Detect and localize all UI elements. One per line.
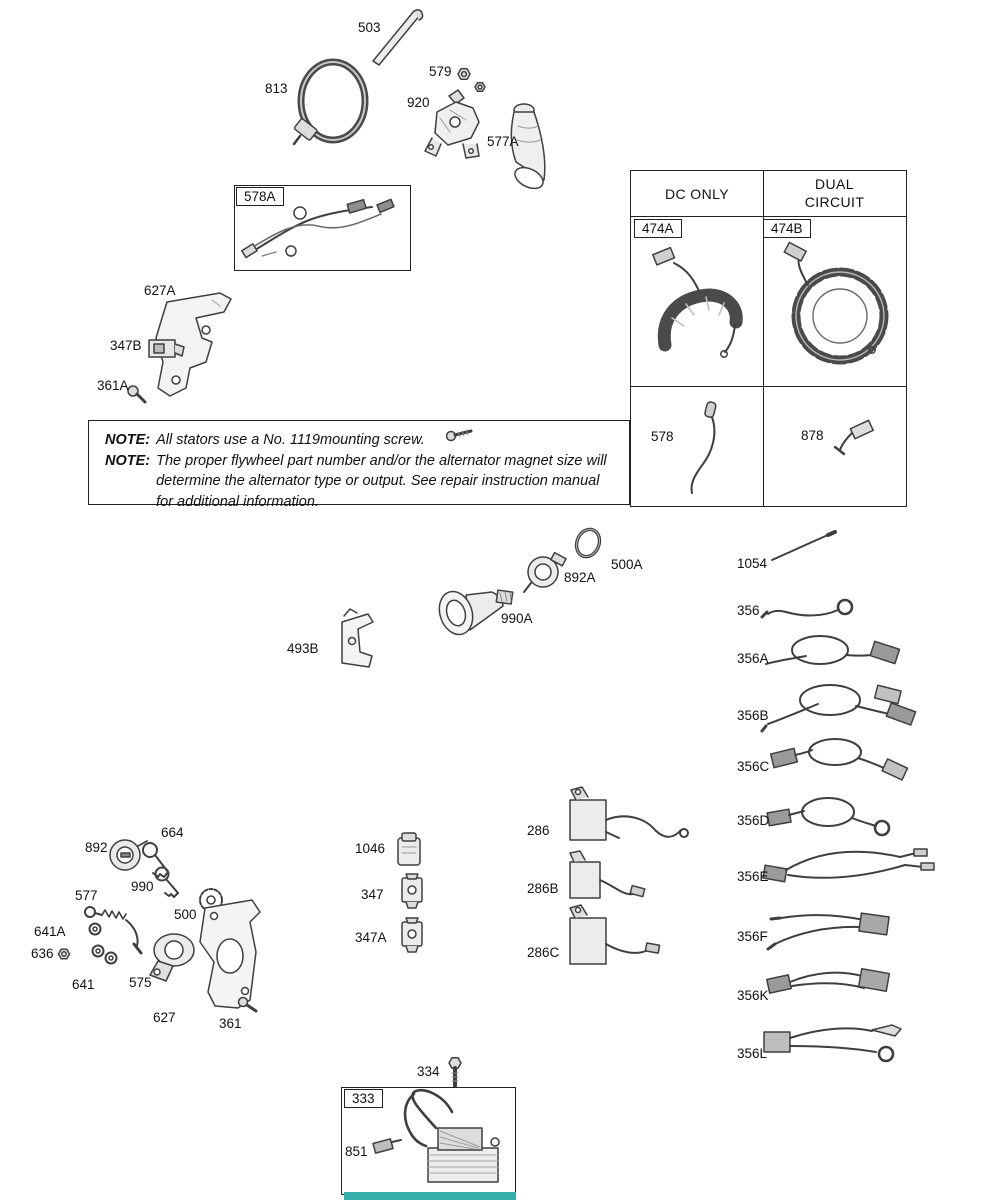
part-label-500A: 500A xyxy=(611,557,643,572)
part-drawing-1054 xyxy=(772,532,835,560)
part-label-577A: 577A xyxy=(487,134,519,149)
part-drawing-920 xyxy=(425,90,479,158)
part-label-577: 577 xyxy=(75,888,98,903)
part-label-286: 286 xyxy=(527,823,550,838)
part-drawing-503 xyxy=(373,10,423,65)
part-drawing-493B xyxy=(342,609,373,667)
part-label-334: 334 xyxy=(417,1064,440,1079)
part-label-500: 500 xyxy=(174,907,197,922)
part-label-920: 920 xyxy=(407,95,430,110)
part-drawing-575 xyxy=(150,934,194,981)
part-label-347: 347 xyxy=(361,887,384,902)
part-label-878: 878 xyxy=(801,428,824,443)
part-drawing-334 xyxy=(449,1058,461,1086)
part-drawing-356D xyxy=(767,798,889,835)
part-label-361: 361 xyxy=(219,1016,242,1031)
part-label-1046: 1046 xyxy=(355,841,386,856)
part-label-990A: 990A xyxy=(501,611,533,626)
note-line-1 xyxy=(105,430,617,451)
part-label-356F: 356F xyxy=(737,929,768,944)
part-drawing-641A xyxy=(90,924,101,935)
part-label-333: 333 xyxy=(344,1089,383,1108)
part-drawing-356B xyxy=(762,685,916,731)
part-label-892: 892 xyxy=(85,840,108,855)
part-drawing-500A xyxy=(573,526,604,560)
part-label-356K: 356K xyxy=(737,988,769,1003)
part-label-664: 664 xyxy=(161,825,184,840)
bottom-accent-strip xyxy=(344,1192,516,1200)
part-drawing-356K xyxy=(767,969,890,993)
part-label-627: 627 xyxy=(153,1010,176,1025)
note-1-text: All stators use a No. 1119mounting screw. xyxy=(156,432,425,448)
part-drawing-361A xyxy=(128,386,145,402)
note-line-2 xyxy=(105,451,617,513)
part-drawing-286C xyxy=(570,905,660,964)
note-2-prefix: NOTE: xyxy=(105,452,151,469)
part-label-493B: 493B xyxy=(287,641,319,656)
part-drawing-579 xyxy=(458,69,485,92)
part-label-990: 990 xyxy=(131,879,154,894)
part-drawing-1046 xyxy=(398,833,420,865)
part-label-286B: 286B xyxy=(527,881,559,896)
table-header-dc-only xyxy=(631,171,763,216)
part-label-503: 503 xyxy=(358,20,381,35)
part-label-347B: 347B xyxy=(110,338,142,353)
part-drawing-636 xyxy=(59,949,70,959)
part-label-641: 641 xyxy=(72,977,95,992)
table-header-dc-only-label: DC ONLY xyxy=(665,185,729,202)
part-drawing-347 xyxy=(402,874,422,908)
part-drawing-286 xyxy=(570,787,688,840)
table-header-dual-circuit-label: DUAL CIRCUIT xyxy=(804,176,865,210)
part-label-578: 578 xyxy=(651,429,674,444)
note-box xyxy=(88,420,630,510)
part-label-578A: 578A xyxy=(236,187,284,206)
part-label-575: 575 xyxy=(129,975,152,990)
part-label-627A: 627A xyxy=(144,283,176,298)
part-label-851: 851 xyxy=(345,1144,368,1159)
part-label-356L: 356L xyxy=(737,1046,768,1061)
part-label-286C: 286C xyxy=(527,945,560,960)
part-drawing-286B xyxy=(570,851,645,898)
part-drawing-356F xyxy=(768,913,889,949)
table-header-dual-circuit xyxy=(763,171,906,216)
part-label-474B: 474B xyxy=(763,219,811,238)
note-1-prefix: NOTE: xyxy=(105,432,151,448)
part-drawing-627 xyxy=(200,900,260,1008)
note-2-text: The proper flywheel part number and/or the alternator magnet size will determine the alternator type or output. See repair instruction manual for additional information. xyxy=(156,452,607,510)
part-label-356C: 356C xyxy=(737,759,770,774)
part-drawing-347A xyxy=(402,918,422,952)
part-label-474A: 474A xyxy=(634,219,682,238)
part-drawing-356E xyxy=(763,849,934,882)
part-label-356E: 356E xyxy=(737,869,769,884)
part-drawing-361 xyxy=(239,998,257,1012)
part-label-1054: 1054 xyxy=(737,556,768,571)
table-header-divider xyxy=(631,216,906,217)
part-drawing-356A xyxy=(766,636,900,664)
part-label-636: 636 xyxy=(31,946,54,961)
part-drawing-356 xyxy=(762,600,852,617)
part-label-356A: 356A xyxy=(737,651,769,666)
part-label-356: 356 xyxy=(737,603,760,618)
part-label-361A: 361A xyxy=(97,378,129,393)
part-drawing-356C xyxy=(771,739,908,780)
part-drawing-892A xyxy=(524,553,566,592)
part-label-641A: 641A xyxy=(34,924,66,939)
part-label-892A: 892A xyxy=(564,570,596,585)
part-label-347A: 347A xyxy=(355,930,387,945)
part-drawing-892 xyxy=(110,840,147,870)
part-label-579: 579 xyxy=(429,64,452,79)
part-drawing-813 xyxy=(294,62,365,144)
table-row-divider xyxy=(631,386,906,387)
part-label-356B: 356B xyxy=(737,708,769,723)
part-drawing-641 xyxy=(93,946,117,964)
part-label-813: 813 xyxy=(265,81,288,96)
part-label-356D: 356D xyxy=(737,813,770,828)
part-drawing-356L xyxy=(764,1025,901,1061)
